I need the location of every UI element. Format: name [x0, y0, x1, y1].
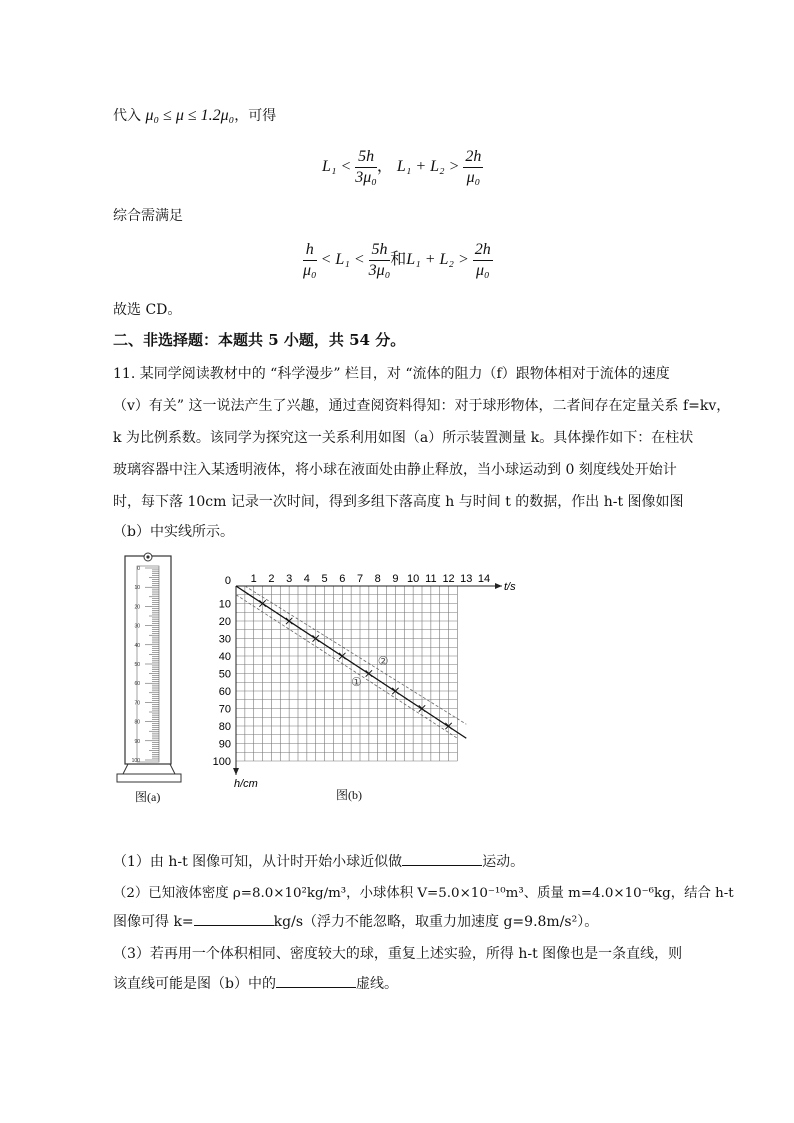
sub-question-1	[113, 848, 524, 876]
eq2-mid2: L₁ + L₂ >	[406, 251, 469, 269]
equation-1	[322, 147, 483, 188]
y-tick-labels	[213, 575, 231, 768]
x-tick-label: 5	[321, 573, 328, 585]
figure-a-caption: 图(a)	[135, 790, 161, 804]
sub-question-2-cont	[113, 908, 598, 936]
x-tick-label: 6	[339, 573, 346, 585]
y-tick-label: 0	[224, 575, 231, 587]
sub3-prefix: 该直线可能是图（b）中的	[113, 976, 276, 992]
eq1-frac1-num: 5h	[355, 147, 377, 168]
annotation-2: ②	[377, 653, 389, 668]
chart-grid	[236, 586, 457, 761]
eq1-mid: L₁ + L₂ >	[396, 158, 460, 176]
ruler-label: 100	[131, 758, 140, 764]
cylinder-base	[117, 774, 181, 782]
eq2-frac2-num: 2h	[473, 240, 493, 261]
figure-a-cylinder	[113, 548, 189, 818]
sub-question-3-cont	[113, 970, 398, 998]
y-tick-label: 60	[218, 686, 231, 698]
eq1-frac2-den: μ₀	[466, 169, 481, 186]
x-tick-label: 10	[407, 573, 420, 585]
substitute-suffix: ，可得	[234, 108, 277, 124]
ruler-label: 80	[134, 719, 140, 726]
annotation-1: ①	[351, 674, 362, 689]
x-tick-label: 3	[286, 573, 293, 585]
q11-line-4: 玻璃容器中注入某透明液体，将小球在液面处由静止释放，当小球运动到 0 刻度线处开始计	[113, 462, 677, 478]
ruler-label: 70	[134, 700, 140, 707]
y-tick-label: 80	[218, 721, 231, 733]
sub2-suffix: kg/s（浮力不能忽略，取重力加速度 g=9.8m/s²）。	[273, 914, 599, 930]
sub1-suffix: 运动。	[482, 854, 525, 870]
sub-question-2: （2）已知液体密度 ρ=8.0×10²kg/m³，小球体积 V=5.0×10⁻¹⁰m³、质量 m=4.0×10⁻⁶kg，结合 h-t	[113, 886, 734, 901]
x-axis-arrow-icon	[495, 583, 502, 589]
chart-axes	[233, 583, 502, 775]
ruler-label: 0	[137, 566, 140, 572]
x-tick-label: 9	[392, 573, 399, 585]
x-tick-label: 8	[374, 573, 381, 585]
eq2-and: 和	[390, 251, 407, 269]
x-tick-label: 11	[425, 573, 437, 585]
mu-condition: μ₀ ≤ μ ≤ 1.2μ₀	[145, 107, 235, 124]
q11-line-2: （v）有关” 这一说法产生了兴趣，通过查阅资料得知：对于球形物体，二者间存在定量关系 f=kv，	[113, 398, 731, 414]
x-tick-label: 13	[460, 573, 473, 585]
ruler-label: 30	[134, 623, 140, 630]
eq2-frac0-num: h	[303, 240, 317, 261]
x-tick-label: 14	[477, 573, 491, 585]
sub1-text: （1）由 h-t 图像可知，从计时开始小球近似做	[113, 854, 403, 870]
x-tick-label: 4	[303, 573, 310, 585]
eq1-sep: ，	[376, 158, 393, 176]
ruler-label: 40	[134, 642, 140, 649]
x-tick-labels	[251, 573, 490, 585]
x-tick-label: 2	[268, 573, 275, 585]
q11-line-5: 时，每下落 10cm 记录一次时间，得到多组下落高度 h 与时间 t 的数据，作出 h-t 图像如图	[113, 494, 684, 510]
y-tick-label: 100	[212, 756, 231, 768]
eq1-frac2	[463, 147, 483, 188]
eq1-frac2-num: 2h	[463, 147, 483, 168]
sub2-prefix: 图像可得 k=	[113, 914, 194, 930]
dashed-series-line	[245, 586, 466, 724]
x-axis-label: t/s	[504, 581, 516, 593]
sub-question-3: （3）若再用一个体积相同、密度较大的球，重复上述实验，所得 h-t 图像也是一条直线，则	[113, 946, 683, 962]
y-tick-label: 20	[218, 616, 231, 628]
eq2-frac0	[303, 240, 317, 281]
q11-line-3: k 为比例系数。该同学为探究这一关系利用如图（a）所示装置测量 k。具体操作如下：在柱状	[113, 430, 694, 446]
eq2-mid1: < L₁ <	[320, 251, 365, 269]
eq1-frac1	[355, 147, 377, 188]
figure-b-chart	[200, 568, 540, 802]
eq2-frac2	[473, 240, 493, 281]
ball-center	[146, 555, 149, 558]
ruler-label: 60	[134, 681, 140, 688]
eq2-frac2-den: μ₀	[475, 262, 490, 279]
answer-blank-3[interactable]	[276, 973, 356, 988]
ruler-label: 20	[134, 604, 140, 611]
eq1-frac1-den: 3μ₀	[355, 169, 377, 186]
ruler-label: 50	[134, 662, 140, 668]
substitute-line	[113, 102, 276, 130]
eq2-frac1-den: 3μ₀	[368, 262, 391, 279]
x-tick-label: 1	[250, 573, 257, 585]
y-tick-label: 70	[218, 703, 231, 716]
y-tick-label: 90	[218, 738, 231, 751]
answer-blank-1[interactable]	[402, 851, 482, 866]
combine-line: 综合需满足	[113, 208, 183, 224]
eq2-frac1-num: 5h	[369, 240, 391, 261]
figure-b-caption: 图(b)	[336, 788, 362, 802]
eq2-frac1	[369, 240, 391, 281]
answer-blank-2[interactable]	[194, 911, 274, 926]
dashed-series-line	[236, 595, 457, 739]
y-tick-label: 30	[218, 633, 231, 646]
y-axis-arrow-icon	[233, 768, 239, 775]
eq1-lhs: L₁ <	[322, 158, 352, 176]
ruler-label: 10	[134, 585, 140, 592]
q11-line-6: （b）中实线所示。	[113, 524, 234, 540]
answer-line: 故选 CD。	[113, 302, 182, 318]
q11-line-1: 11. 某同学阅读教材中的 “科学漫步” 栏目，对 “流体的阻力（f）跟物体相对于流体的速度	[113, 366, 670, 382]
ruler-label: 90	[134, 738, 140, 745]
x-tick-label: 12	[442, 573, 455, 585]
section-heading: 二、非选择题：本题共 5 小题，共 54 分。	[113, 331, 406, 349]
equation-2	[303, 240, 493, 281]
y-tick-label: 10	[218, 598, 231, 611]
y-tick-label: 40	[218, 651, 231, 663]
y-tick-label: 50	[218, 668, 231, 681]
substitute-prefix: 代入	[113, 108, 141, 124]
sub3-suffix: 虚线。	[355, 976, 398, 992]
eq2-frac0-den: μ₀	[303, 262, 317, 279]
y-axis-label: h/cm	[234, 778, 258, 790]
x-tick-label: 7	[356, 573, 364, 585]
